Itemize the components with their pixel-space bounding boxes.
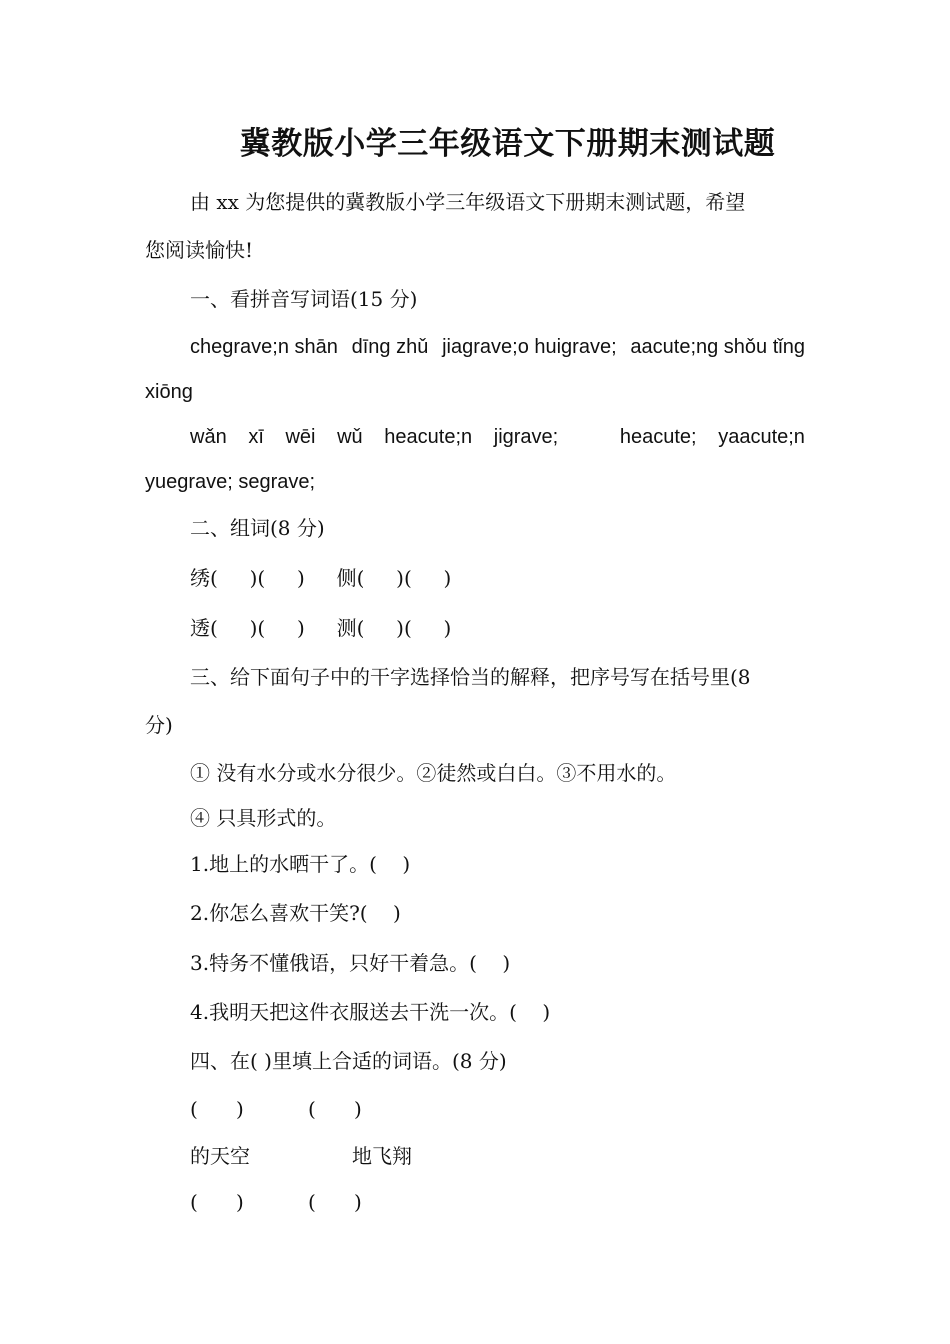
word-fly: 地飞翔	[352, 1144, 412, 1168]
options-line-2: ④ 只具形式的。	[190, 806, 337, 830]
section-2-heading: 二、组词(8 分)	[190, 516, 325, 540]
zuci-row-1: 绣( )( ) 侧( )( )	[190, 566, 452, 590]
pinyin-item: xī	[248, 426, 264, 448]
zuci-row-2: 透( )( ) 测( )( )	[190, 616, 452, 640]
pinyin-row-2	[190, 425, 805, 449]
section-3-heading-line-2: 分)	[145, 713, 173, 737]
pinyin-item: jiagrave;o huigrave;	[442, 336, 617, 358]
pinyin-item: dīng zhǔ	[351, 336, 429, 358]
pinyin-row-1	[190, 335, 805, 359]
question-4: 4.我明天把这件衣服送去干洗一次。( )	[190, 1000, 551, 1024]
blank-row-2-a: ( )	[190, 1190, 244, 1214]
question-1: 1.地上的水晒干了。( )	[190, 852, 411, 876]
pinyin-item: jigrave;	[493, 426, 559, 448]
section-3-heading-line-1: 三、给下面句子中的干字选择恰当的解释，把序号写在括号里(8	[190, 665, 751, 689]
page-title: 冀教版小学三年级语文下册期末测试题	[239, 126, 776, 162]
pinyin-item: wēi	[285, 426, 316, 448]
blank-row-1-a: ( )	[190, 1097, 244, 1121]
options-line-1: ① 没有水分或水分很少。②徒然或白白。③不用水的。	[190, 761, 677, 785]
pinyin-item: wǔ	[337, 426, 363, 448]
pinyin-row-1-wrap: xiōng	[145, 381, 193, 403]
section-4-heading: 四、在( )里填上合适的词语。(8 分)	[190, 1049, 507, 1073]
pinyin-item: yaacute;n	[718, 426, 805, 448]
pinyin-item: wǎn	[190, 426, 227, 448]
question-3: 3.特务不懂俄语，只好干着急。( )	[190, 951, 511, 975]
intro-text-1: 由 xx 为您提供的冀教版小学三年级语文下册期末测试题，希望	[190, 190, 746, 214]
pinyin-row-2-wrap: yuegrave; segrave;	[145, 471, 316, 493]
blank-row-2-b: ( )	[308, 1190, 362, 1214]
pinyin-item: chegrave;n shān	[190, 336, 338, 358]
blank-row-1-b: ( )	[308, 1097, 362, 1121]
question-2: 2.你怎么喜欢干笑?( )	[190, 901, 401, 925]
pinyin-item: heacute;	[619, 426, 697, 448]
word-sky: 的天空	[190, 1144, 250, 1168]
pinyin-item: aacute;ng shǒu tǐng	[630, 336, 805, 358]
pinyin-item: heacute;n	[384, 426, 473, 448]
intro-line-1	[190, 190, 805, 214]
section-1-heading: 一、看拼音写词语(15 分)	[190, 287, 418, 311]
intro-line-2: 您阅读愉快!	[145, 238, 254, 262]
